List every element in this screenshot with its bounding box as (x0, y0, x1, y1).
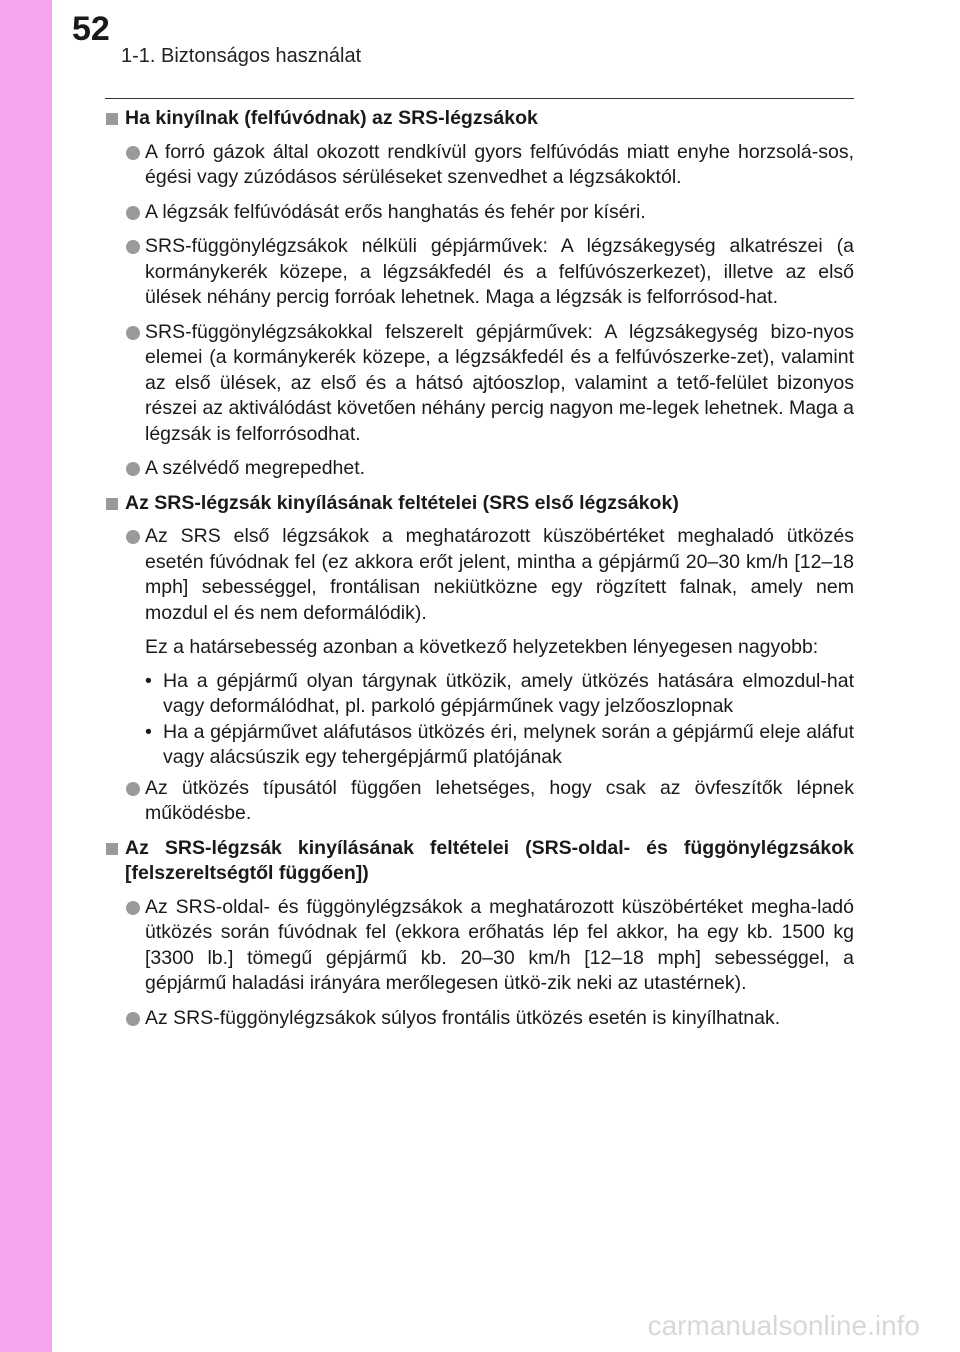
bullet-text: SRS-függönylégzsákokkal felszerelt gépjárművek: A légzsákegység bizo-nyos elemei (a kormánykerék közepe, a légzsákfedél és a felfúvószerke-zet), valamint az első ülések, az első és a hátsó ajtóoszlop, valamint a tető-felület bizonyos részei az aktiválódást követően néhány percig nagyon me-legek lehetnek. Maga a légzsák is felforrósodhat. (145, 320, 854, 445)
bullet-text: Az ütközés típusától függően lehetséges, hogy csak az övfeszítők lépnek működésbe. (145, 776, 854, 824)
circle-bullet-icon (126, 146, 140, 160)
dot-bullet-icon: • (145, 720, 152, 743)
section-heading (105, 106, 854, 132)
section-heading (105, 491, 854, 517)
circle-bullet-icon (126, 530, 140, 544)
section-heading (105, 836, 854, 887)
bullet-text: A forró gázok által okozott rendkívül gyors felfúvódás miatt enyhe horzsolá-sos, égési vagy zúzódásos sérüléseket szenvedhet a légzsákoktól. (145, 140, 854, 188)
header-rule (105, 98, 854, 99)
circle-bullet-icon (126, 901, 140, 915)
sub-list (105, 669, 854, 771)
main-content (105, 106, 854, 1040)
section-title: 1-1. Biztonságos használat (121, 45, 362, 67)
bullet-item (105, 895, 854, 997)
square-bullet-icon (106, 113, 118, 125)
side-color-stripe (0, 0, 52, 1352)
watermark: carmanualsonline.info (647, 1310, 920, 1341)
bullet-item (105, 1006, 854, 1032)
circle-bullet-icon (126, 240, 140, 254)
heading-text: Ha kinyílnak (felfúvódnak) az SRS-légzsákok (125, 107, 538, 129)
bullet-text: A légzsák felfúvódását erős hanghatás és fehér por kíséri. (145, 200, 646, 223)
circle-bullet-icon (126, 782, 140, 796)
dot-bullet-icon: • (145, 669, 152, 692)
bullet-item (105, 200, 854, 226)
sub-list-item (105, 669, 854, 720)
circle-bullet-icon (126, 462, 140, 476)
bullet-text: SRS-függönylégzsákok nélküli gépjárművek: A légzsákegység alkatrészei (a kormánykerék közepe, a légzsákfedél és a felfúvószerkezet), illetve az első ülések néhány percig forróak lehetnek. Maga a légzsák is felforrósod-hat. (145, 235, 854, 308)
heading-text: Az SRS-légzsák kinyílásának feltételei (SRS-oldal- és függönylégzsákok [felszereltségtől függően]) (125, 836, 854, 884)
bullet-text: Az SRS-függönylégzsákok súlyos frontális ütközés esetén is kinyílhatnak. (145, 1006, 781, 1029)
bullet-item (105, 234, 854, 311)
sub-list-item (105, 720, 854, 771)
circle-bullet-icon (126, 326, 140, 340)
paragraph: Ez a határsebesség azonban a következő helyzetekben lényegesen nagyobb: (145, 636, 819, 658)
bullet-text: A szélvédő megrepedhet. (145, 457, 366, 479)
bullet-item (105, 320, 854, 448)
bullet-item (105, 140, 854, 191)
bullet-text: Az SRS-oldal- és függönylégzsákok a meghatározott küszöbértéket megha-ladó ütközés során fúvódnak fel (ekkora erőhatás lép fel akkor, ha egy kb. 1500 kg [3300 lb.] tömegű gépjármű kb. 20–30 km/h [12–18 mph] sebességgel, a gépjármű haladási irányára merőlegesen ütkö-zik neki az utastérnek). (145, 895, 854, 994)
sub-item-text: Ha a gépjárművet aláfutásos ütközés éri, melynek során a gépjármű eleje aláfut vagy alácsúszik egy tehergépjármű platójának (163, 720, 854, 768)
square-bullet-icon (106, 843, 118, 855)
circle-bullet-icon (126, 1012, 140, 1026)
bullet-item (105, 524, 854, 626)
bullet-item (105, 776, 854, 827)
square-bullet-icon (106, 498, 118, 510)
bullet-text: Az SRS első légzsákok a meghatározott küszöbértéket meghaladó ütközés esetén fúvódnak fel (ez akkora erőt jelent, mintha a gépjármű 20–30 km/h [12–18 mph] sebességgel, frontálisan nekiütközne egy rögzített falnak, amely nem mozdul el és nem deformálódik). (145, 525, 854, 624)
circle-bullet-icon (126, 206, 140, 220)
heading-text: Az SRS-légzsák kinyílásának feltételei (SRS első légzsákok) (125, 491, 679, 514)
sub-item-text: Ha a gépjármű olyan tárgynak ütközik, amely ütközés hatására elmozdul-hat vagy deformálódhat, pl. parkoló gépjárműnek vagy jelzőoszlopnak (163, 669, 854, 717)
bullet-item (105, 456, 854, 482)
page-number: 52 (72, 10, 110, 48)
page-header (52, 0, 960, 80)
